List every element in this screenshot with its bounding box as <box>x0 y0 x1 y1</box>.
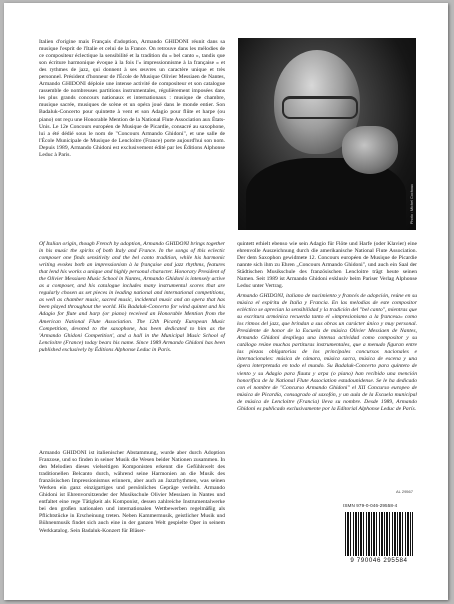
english-biography <box>39 241 225 360</box>
back-cover-page <box>4 3 448 600</box>
barcode-digits: 9 790046 295584 <box>350 557 408 564</box>
german-biography <box>39 450 225 541</box>
german-biography-continued <box>237 241 417 296</box>
spanish-paragraph: Armando GHIDONI, italiano de nacimiento y francés de adopción, reúne en su música el espíritu de Italia y Francia. En las melodías de este compositor ecléctico se aprecian la sensibilidad y la tradición del "bel canto", mientras que su escritura armónica recuerda tanto el «impresionismo a la francesa» como los ritmos del jazz, que brindan a sus obras un carácter único y muy personal. Presidente de honor de la Escuela de música Olivier Messiaen de Nantes, Armando Ghidoni despliega una intensa actividad como compositor y su catálogo reúne muchas partituras instrumentales, que a menudo figuran entre las piezas obligatorias de los principales concursos nacionales e internacionales: música de cámara, música sacra, música de escena y una ópera interpretada en todo el mundo. Su Badaluk-Concerto para quinteto de viento y su Adagio para flauta y arpa (o piano) han recibido una mención honorífica de la National Flute Association estadounidense. Se le ha dedicado con el nombre de "Concurso Armando Ghidoni" el XII Concurso europeo de música de Picardía, consagrado al saxofón, y un aula de la Escuela municipal de música de Lencloitre (Francia) lleva su nombre. Desde 1989, Armando Ghidoni es publicado exclusivamente por la Editorial Alphonse Leduc de París. <box>237 293 417 412</box>
french-paragraph: Italien d'origine mais Français d'adoption, Armando GHIDONI réunit dans sa musique l'esprit de l'Italie et celui de la France. On retrouve dans les mélodies de ce compositeur éclectique la sensibilité et la tradition du « bel canto », tandis que son écriture harmonique évoque à la fois l'« impressionnisme à la française » et des rythmes de jazz, qui donnent à ses œuvres un caractère unique et très personnel. Président d'honneur de l'École de Musique Olivier Messiaen de Nantes, Armando GHIDONI déploie une intense activité de compositeur et son catalogue rassemble de nombreuses partitions instrumentales, régulièrement imposées dans les plus grands concours nationaux et internationaux : musique de chambre, musique sacrée, musiques de scène et un opéra joué dans le monde entier. Son Badaluk-Concerto pour quintette à vent et son Adagio pour flûte et harpe (ou piano) ont reçu une Honorable Mention de la National Flute Association aux États-Unis. Le 12e Concours européen de Musique de Picardie, consacré au saxophone, lui a été dédié sous le nom de "Concours Armando Ghidoni", et une salle de l'École Municipale de Musique de Lencloitre (France) porte aujourd'hui son nom. Depuis 1989, Armando Ghidoni est exclusivement édité par les Éditions Alphonse Leduc à Paris. <box>39 39 225 158</box>
french-biography <box>39 39 225 165</box>
barcode-bars <box>345 512 413 556</box>
german-paragraph: Armando GHIDONI ist italienischer Abstammung, wurde aber durch Adoption Franzose, und so finden in seiner Musik die Wesen beider Nationen zusammen. In den Melodien dieses vielseitigen Komponisten erkennt die Gefühlswelt des traditionellen Belcanto durch, während seine Harmonien an die Musik des französischen Impressionismus erinnern, aber auch an Jazzrhythmen, was seinen Werken ein ganz einzigartiges und persönliches Gepräge verleiht. Armando Ghidoni ist Ehrenvorsitzender der Musikschule Olivier Messiaen in Nantes und entfaltet eine rege Tätigkeit als Komponist, dessen zahlreiche Instrumentalwerke bei den großen nationalen und internationalen Wettbewerben regelmäßig als Pflichtstücke in Erscheinung treten. Neben Kammermusik, geistlicher Musik und Bühnenmusik findet sich auch eine in der ganzen Welt gespielte Oper in seinem Werkkatalog. Sein Badaluk-Konzert für Bläser- <box>39 450 225 534</box>
ismn-number: ISMN 979-0-046-29558-4 <box>343 503 398 508</box>
barcode <box>341 510 417 568</box>
photo-credit: Photo : Michel Cochoux <box>410 183 414 224</box>
photo-glasses-shape <box>282 96 358 119</box>
english-paragraph: Of Italian origin, though French by adoption, Armando GHIDONI brings together in his music the spirits of both Italy and France. In the songs of this eclectic composer one finds sensitivity and the bel canto tradition, while his harmonic writing evokes both an impressionism à la française and jazz rhythms, features that lend his works a unique and highly personal character. Honorary President of the Olivier Messiaen Music School in Nantes, Armando Ghidoni is intensely active as a composer, and his catalogue includes many instrumental scores that are regularly chosen as set pieces in leading national and international competitions, as well as chamber music, sacred music, incidental music and an opera that has been played throughout the world. His Badaluk-Concerto for wind quintet and his Adagio for flute and harp (or piano) received an Honorable Mention from the American National Flute Association. The 12th Picardy European Music Competition, devoted to the saxophone, has been dedicated to him as the 'Armando Ghidoni Competition', and a hall in the Municipal Music School of Lencloitre (France) today bears his name. Since 1989 Armando Ghidoni has been published exclusively by Éditions Alphonse Leduc in Paris. <box>39 241 225 353</box>
spanish-biography <box>237 293 417 419</box>
catalog-code: AL 29567 <box>396 489 413 494</box>
german-paragraph-continued: quintett erhielt ebenso wie sein Adagio für Flöte und Harfe (oder Klavier) eine ehrenvolle Auszeichnung durch die amerikanische National Flute Association. Der dem Saxophon gewidmete 12. Concours européen de Musique de Picardie nannte sich ihm zu Ehren „Concours Armando Ghidoni", und auch ein Saal der Städtischen Musikschule des französischen Lencloitre trägt heute seinen Namen. Seit 1989 ist Armando Ghidoni exklusiv beim Pariser Verlag Alphonse Leduc unter Vertrag. <box>237 241 417 290</box>
photo-hand-shape <box>342 126 398 174</box>
composer-photo <box>238 38 416 230</box>
